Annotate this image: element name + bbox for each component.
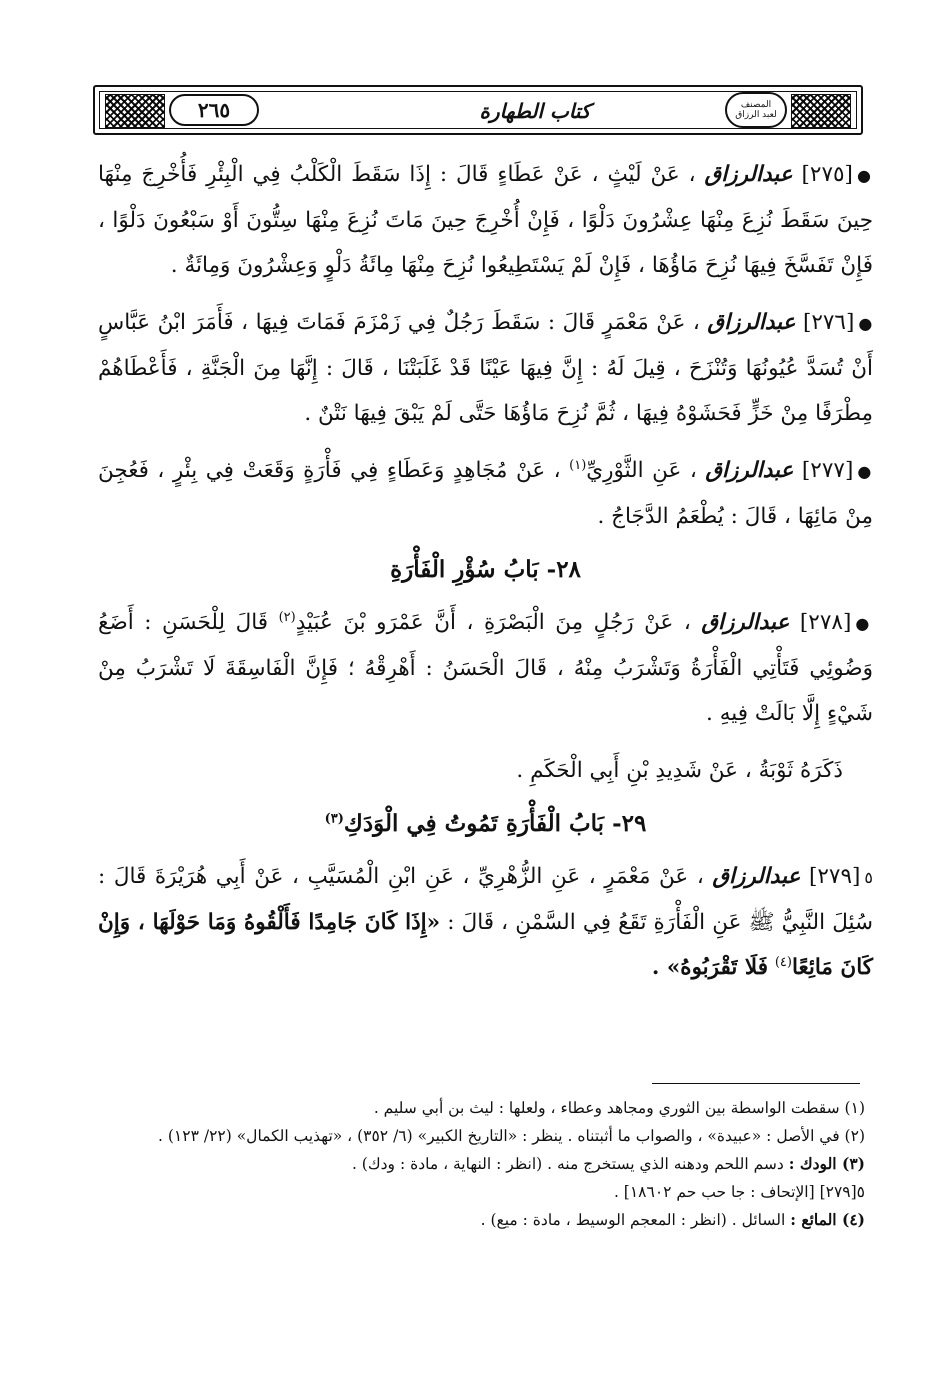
chapter-title: كتاب الطهارة xyxy=(479,99,591,123)
hadith-279 xyxy=(98,854,873,990)
footnotes xyxy=(98,1094,865,1234)
seal-line-2: لعبد الرزاق xyxy=(735,110,777,120)
footnote-ref-1[interactable]: (١) xyxy=(569,457,587,473)
hadith-text-part1: ، عَنْ رَجُلٍ مِنَ الْبَصْرَةِ ، أَنَّ عَمْرَو بْنَ عُبَيْدٍ xyxy=(295,610,691,635)
narrator: عبدالرزاق xyxy=(705,458,794,483)
hadith-277 xyxy=(98,448,873,539)
hadith-278 xyxy=(98,600,873,736)
hadith-276 xyxy=(98,300,873,436)
section-heading-29 xyxy=(98,801,873,846)
bullet-icon: ● xyxy=(858,314,874,333)
main-text xyxy=(98,152,873,990)
hadith-number: [٢٧٦] xyxy=(802,310,855,335)
hadith-text-part2: قَالَ لِلْحَسَنِ : أَضَعُ وَضُوئِي فَتَأْتِي الْفَأْرَةُ وَتَشْرَبُ مِنْهُ ، قَالَ الْحَسَنُ : أَهْرِقْهُ ؛ فَإِنَّ الْفَاسِقَةَ لَا تَشْرَبُ مِنْ شَيْءٍ إِلَّا بَالَتْ فِيهِ . xyxy=(98,610,873,726)
footnote-separator xyxy=(652,1083,860,1084)
footnote-4 xyxy=(98,1206,865,1234)
seal-line-1: المصنف xyxy=(740,100,772,110)
hadith-text-part1: ، عَنِ الثَّوْرِيِّ xyxy=(586,458,697,483)
hadith-text: ، عَنْ مَعْمَرٍ قَالَ : سَقَطَ رَجُلٌ فِي زَمْزَمَ فَمَاتَ فِيهَا ، فَأَمَرَ ابْنُ عَبَّاسٍ أَنْ تُسَدَّ عُيُونُهَا وَتُنْزَحَ ، قِيلَ لَهُ : إِنَّ فِيهَا عَيْنًا قَدْ غَلَبَتْنَا ، قَالَ : إِنَّهَا مِنَ الْجَنَّةِ ، فَأَعْطَاهُمْ مِطْرَفًا مِنْ خَزٍّ فَحَشَوْهُ فِيهَا ، ثُمَّ نُزِحَ مَاؤُهَا حَتَّى لَمْ يَبْقَ فِيهَا نَتْنٌ . xyxy=(98,310,873,426)
hadith-278-note: ذَكَرَهُ ثَوْبَةُ ، عَنْ شَدِيدِ بْنِ أَبِي الْحَكَمِ . xyxy=(516,758,843,783)
page-number: ٢٦٥ xyxy=(169,94,259,126)
hadith-number: [٢٧٩] xyxy=(808,864,861,889)
bullet-icon: ● xyxy=(856,166,873,185)
footnote-ref-3[interactable]: (٣) xyxy=(324,811,344,827)
hadith-number: [٢٧٨] xyxy=(799,610,852,635)
narrator: عبدالرزاق xyxy=(712,864,801,889)
hadith-text: ، عَنْ لَيْثٍ ، عَنْ عَطَاءٍ قَالَ : إِذَا سَقَطَ الْكَلْبُ فِي الْبِئْرِ فَأُخْرِجَ مِنْهَا حِينَ سَقَطَ نُزِعَ مِنْهَا عِشْرُونَ دَلْوًا ، فَإِنْ أُخْرِجَ حِينَ مَاتَ نُزِعَ مِنْهَا سِتُّونَ أَوْ سَبْعُونَ دَلْوًا ، فَإِنْ تَفَسَّخَ فِيهَا نُزِحَ مَاؤُهَا ، فَإِنْ لَمْ يَسْتَطِيعُوا نُزِحَ مِنْهَا مِائَةُ دَلْوٍ وَعِشْرُونَ وَمِائَةٌ . xyxy=(98,162,873,278)
book-seal xyxy=(725,92,787,128)
footnote-ref-4[interactable]: (٤) xyxy=(774,954,792,970)
section-heading-29-text: ٢٩- بَابُ الْفَأْرَةِ تَمُوتُ فِي الْوَدَكِ xyxy=(343,810,647,837)
narrator: عبدالرزاق xyxy=(704,162,793,187)
narrator: عبدالرزاق xyxy=(701,610,790,635)
footnote-4-label: (٤) المائع : xyxy=(790,1210,865,1229)
page-header xyxy=(93,85,863,135)
header-ornament-left xyxy=(105,94,165,128)
hadith-number: [٢٧٧] xyxy=(801,458,854,483)
hadith-text-part2: ، عَنْ مُجَاهِدٍ وَعَطَاءٍ فِي فَأْرَةٍ وَقَعَتْ فِي بِئْرٍ ، فَعُجِنَ مِنْ مَائِهَا ، قَالَ : يُطْعَمُ الدَّجَاجُ . xyxy=(98,458,873,529)
footnote-4-text: السائل . (انظر : المعجم الوسيط ، مادة : ميع) . xyxy=(480,1211,786,1229)
header-ornament-right xyxy=(791,94,851,128)
prophetic-quote-part2: فَلَا تَقْرَبُوهُ» . xyxy=(651,955,768,980)
marker-icon: ٥ xyxy=(864,868,874,887)
prophetic-quote-part1: «إِذَا كَانَ جَامِدًا فَأَلْقُوهُ وَمَا حَوْلَهَا ، وَإِنْ كَانَ مَائِعًا xyxy=(98,910,873,980)
hadith-text: ، عَنْ مَعْمَرٍ ، عَنِ الزُّهْرِيِّ ، عَنِ ابْنِ الْمُسَيَّبِ ، عَنْ أَبِي هُرَيْرَةَ قَالَ : سُئِلَ النَّبِيُّ ﷺ عَنِ الْفَأْرَةِ تَقَعُ فِي السَّمْنِ ، قَالَ : xyxy=(98,864,873,935)
section-heading-28: ٢٨- بَابُ سُؤْرِ الْفَأْرَةِ xyxy=(390,556,581,583)
footnote-1: (١) سقطت الواسطة بين الثوري ومجاهد وعطاء ، ولعلها : ليث بن أبي سليم . xyxy=(373,1099,865,1117)
hadith-number: [٢٧٥] xyxy=(801,162,853,187)
footnote-3-label: (٣) الودك : xyxy=(788,1154,865,1173)
footnote-ref-2[interactable]: (٢) xyxy=(278,609,296,625)
footnote-2: (٢) في الأصل : «عبيدة» ، والصواب ما أثبتناه . ينظر : «التاريخ الكبير» (٦/ ٣٥٢) ، «تهذيب الكمال» (٢٢/ ١٢٣) . xyxy=(158,1127,865,1145)
bullet-icon: ● xyxy=(857,462,873,481)
footnote-279: ٥[٢٧٩] [الإتحاف : جا حب حم ١٨٦٠٢] . xyxy=(613,1183,865,1201)
hadith-275 xyxy=(98,152,873,288)
bullet-icon: ● xyxy=(855,614,873,633)
footnote-3 xyxy=(98,1150,865,1178)
narrator: عبدالرزاق xyxy=(707,310,796,335)
footnote-3-text: دسم اللحم ودهنه الذي يستخرج منه . (انظر : النهاية ، مادة : ودك) . xyxy=(351,1155,784,1173)
